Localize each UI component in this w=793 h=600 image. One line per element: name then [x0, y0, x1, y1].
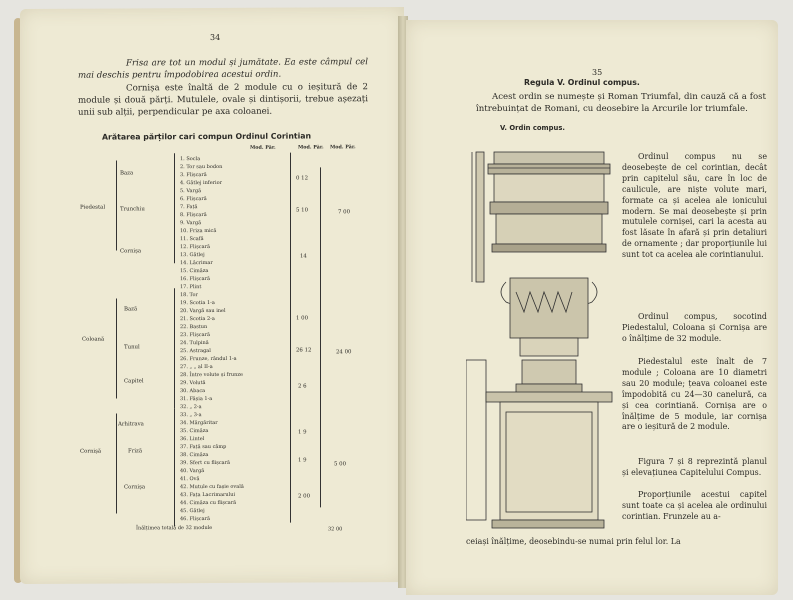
- brace: [290, 153, 291, 523]
- table-row: 42. Mutule cu fașie ovală: [180, 483, 244, 491]
- table-row: 13. Gâtlej: [180, 252, 205, 259]
- table-row: 12. Flișcară: [180, 244, 210, 251]
- body-paragraph: Ordinul compus, socotind Piedestalul, Coloana și Cornișa are o înălțime de 32 module.: [622, 312, 767, 343]
- brace: [116, 298, 117, 398]
- summary-number: 1 00: [296, 315, 309, 322]
- table-row: 41. Ovă: [180, 476, 200, 483]
- table-row: 38. Cimăza: [180, 452, 209, 459]
- table-row: 8. Flișcară: [180, 212, 207, 219]
- table-row: 23. Flișcară: [180, 332, 210, 339]
- brace: [116, 413, 117, 513]
- table-row: 7. Față: [180, 204, 198, 211]
- brace: [320, 167, 321, 507]
- table-row: 22. Bastun: [180, 324, 208, 331]
- table-row: 17. Plint: [180, 284, 202, 291]
- body-paragraph: Figura 7 și 8 reprezintă planul și elevațiunea Capitelului Compus.: [622, 457, 767, 477]
- subgroup-label: Cornișa: [120, 248, 142, 255]
- col-header: Mod. Păr.: [250, 144, 276, 151]
- table-row: 20. Vargă sau inel: [180, 307, 226, 315]
- subgroup-label: Bază: [124, 306, 138, 313]
- brace: [174, 153, 175, 263]
- table-row: 31. Fășia 1-a: [180, 395, 213, 403]
- table-row: 37. Față sau câmp: [180, 443, 227, 451]
- body-paragraph: Proporțiunile acestui capitel sunt toate ca și acelea ale ordinului corintian. Frunzele au a-: [622, 490, 767, 521]
- summary-number: 24 00: [336, 349, 352, 356]
- subgroup-label: Trunchiu: [120, 206, 145, 213]
- table-row: 27. „ „ al II-a: [180, 363, 213, 371]
- table-row: 2. Tor sau bodon: [180, 163, 223, 171]
- summary-number: 1 9: [298, 429, 307, 436]
- table-row: 18. Tor: [180, 292, 198, 299]
- col-header: Mod. Păr.: [298, 144, 324, 151]
- group-label: Piedestal: [80, 204, 106, 211]
- table-row: 10. Friza mică: [180, 227, 217, 235]
- summary-number: 7 00: [338, 209, 351, 216]
- table-row: 44. Cimăza cu flișcară: [180, 499, 237, 507]
- table-row: 40. Vargă: [180, 468, 205, 475]
- table-row: 36. Lintel: [180, 436, 205, 443]
- figure-title: V. Ordin compus.: [500, 124, 565, 132]
- brace: [116, 160, 117, 250]
- table-row: 45. Gâtlej: [180, 508, 205, 515]
- table-row: 30. Abaca: [180, 388, 206, 395]
- group-label: Cornișă: [80, 448, 102, 455]
- summary-number: 2 6: [298, 383, 307, 390]
- table-row: 6. Flișcară: [180, 196, 207, 203]
- table-row: 46. Flișcară: [180, 516, 210, 523]
- intro-paragraph: Acest ordin se numește și Roman Triumfal, din cauză că a fost întrebuințat de Romani, cu deosebire la Arcurile lor triumfale.: [476, 92, 766, 114]
- table-row: 15. Cimăza: [180, 268, 209, 275]
- table-row: 28. Între volute și frunze: [180, 371, 243, 379]
- summary-number: 2 00: [298, 493, 311, 500]
- summary-number: 26 12: [296, 347, 312, 354]
- page-number: 34: [210, 32, 221, 43]
- col-header: Mod. Păr.: [330, 144, 356, 151]
- table-row: 32. „ 2-a: [180, 404, 202, 411]
- cornice-paragraph: Cornișa este înaltă de 2 module cu o ieșitură de 2 module și două părți. Mutulele, ovale și dintișorii, trebue așezați unii sub alții, perpendicular pe axa coloanei.: [78, 82, 368, 118]
- subgroup-label: Friză: [128, 448, 143, 455]
- summary-number: 0 12: [296, 175, 309, 182]
- right-page: [406, 20, 778, 595]
- summary-number: 14: [300, 253, 307, 260]
- brace: [174, 288, 175, 408]
- summary-number: 1 9: [298, 457, 307, 464]
- subgroup-label: Tunul: [124, 344, 140, 351]
- composite-order-illustration: [466, 132, 616, 532]
- table-row: 16. Flișcară: [180, 276, 210, 283]
- table-row: 26. Frunze, rândul 1-a: [180, 355, 237, 363]
- total-label: Înălțimea totală de 32 module: [136, 524, 213, 532]
- total-value: 32 00: [328, 526, 343, 533]
- body-paragraph: Ordinul compus nu se deosebește de cel corintian, decât prin capitelul său, care în loc de caulicule, are niște volute mari, formate ca și acelea ale ionicului modern. Se mai deosebește și prin mutulele cornișei, cari la acesta au fost lăsate în afară și prin detaliuri de ornamente ; dar proporțiunile lui sunt tot ca acelea ale corintianului.: [622, 152, 767, 260]
- table-row: 4. Gâtlej inferior: [180, 179, 223, 187]
- subgroup-label: Capitel: [124, 378, 144, 385]
- table-row: 39. Sfert cu flișcară: [180, 459, 231, 467]
- page-number: 35: [592, 68, 603, 77]
- group-label: Coloană: [82, 336, 105, 343]
- frieze-paragraph: Frisa are tot un modul și jumătate. Ea este câmpul cel mai deschis pentru împodobirea acestui ordin.: [78, 57, 368, 81]
- table-row: 24. Tulpină: [180, 340, 209, 347]
- table-row: 35. Cimăza: [180, 428, 209, 435]
- table-row: 21. Scotia 2-a: [180, 315, 215, 323]
- table-row: 25. Astragal: [180, 348, 211, 355]
- table-row: 14. Lăcrimar: [180, 259, 213, 267]
- summary-number: 5 10: [296, 207, 309, 214]
- body-paragraph: Piedestalul este înalt de 7 module ; Coloana are 10 diametri sau 20 module; țeava coloanei este împodobită cu 24—30 canelură, ca și cea corintiană. Cornișa are o înălțime de 5 module, iar cornișa are o ieșitură de 2 module.: [622, 357, 767, 432]
- subgroup-label: Cornișa: [124, 484, 146, 491]
- open-book: [14, 8, 784, 590]
- table-row: 5. Vargă: [180, 188, 202, 195]
- table-title: Arătarea părților cari compun Ordinul Corintian: [102, 131, 312, 142]
- table-row: 3. Flișcară: [180, 172, 207, 179]
- table-row: 1. Socla: [180, 156, 201, 163]
- subgroup-label: Baza: [120, 170, 134, 177]
- table-row: 19. Scotia 1-a: [180, 299, 215, 307]
- bottom-line: ceiași înălțime, deosebindu-se numai prin felul lor. La: [466, 537, 681, 546]
- section-title: Regula V. Ordinul compus.: [524, 78, 640, 87]
- subgroup-label: Arhitrava: [118, 421, 144, 428]
- brace: [174, 408, 175, 526]
- table-row: 34. Mărgăritar: [180, 419, 218, 427]
- table-row: 29. Volută: [180, 380, 206, 387]
- table-row: 43. Fața Lacrimarului: [180, 491, 236, 499]
- left-page: [20, 7, 404, 584]
- table-row: 33. „ 3-a: [180, 412, 202, 419]
- table-row: 11. Scafă: [180, 236, 204, 243]
- table-row: 9. Vargă: [180, 220, 202, 227]
- summary-number: 5 00: [334, 461, 347, 468]
